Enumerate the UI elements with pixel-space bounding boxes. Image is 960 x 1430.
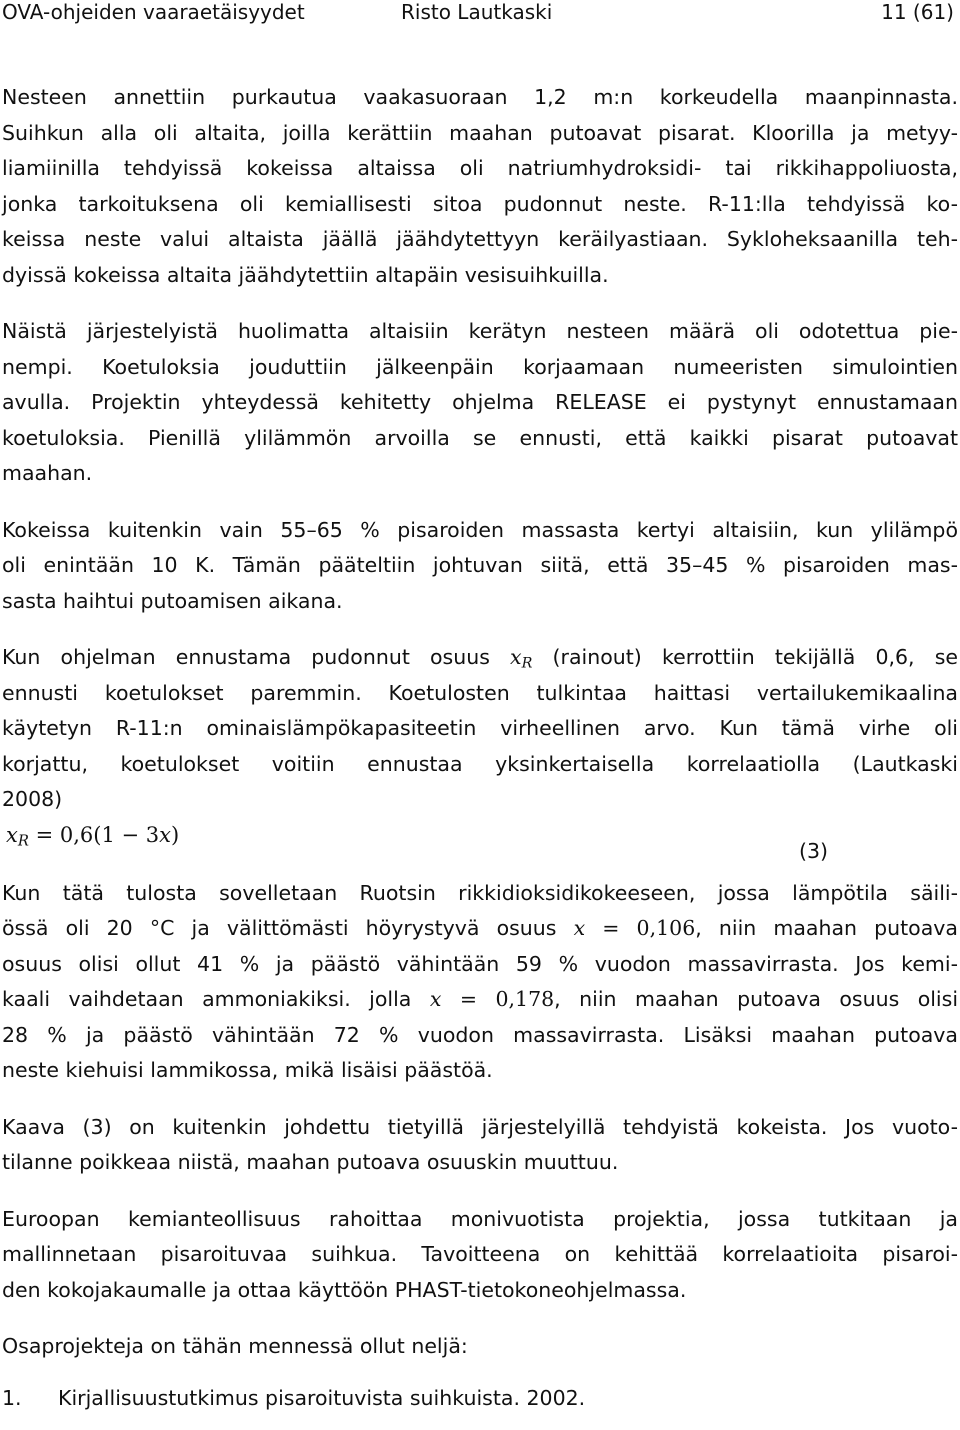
math-variable: x [510,645,522,669]
text-line: Nesteen annettiin purkautua vaakasuoraan 1,2 m:n korkeudella maanpinnasta. [2,85,958,109]
page-header [2,0,954,24]
equation-number: (3) [799,838,829,863]
text-line: korjattu, koetulokset voitiin ennustaa yksinkertaisella korrelaatiolla (Lautkaski [2,751,958,776]
math-subscript: R [17,832,29,850]
list-item [2,1381,958,1417]
text-line: nempi. Koetuloksia jouduttiin jälkeenpäin korjaamaan numeeristen simulointien [2,354,958,379]
paragraph-3 [2,513,958,620]
text-line: käytetyn R-11:n ominaislämpökapasiteetin virheellinen arvo. Kun tämä virhe oli [2,716,958,740]
list-item-number: 1. [2,1385,22,1410]
text-fragment: , niin maahan putoava osuus olisi [554,987,959,1011]
text-line: neste kiehuisi lammikossa, mikä lisäisi päästöä. [2,1058,493,1082]
text-line: tilanne poikkeaa niistä, maahan putoava osuuskin muuttuu. [2,1150,619,1174]
text-line: Euroopan kemianteollisuus rahoittaa monivuotista projektia, jossa tutkitaan ja [2,1206,958,1231]
paragraph-8 [2,1329,958,1365]
equation-3 [2,822,958,872]
math-variable: x [159,822,171,847]
math-variable: x [573,916,586,940]
text-line: koetuloksia. Pienillä ylilämmön arvoilla se ennusti, että kaikki pisarat putoavat [2,425,958,450]
text-line [2,640,958,676]
text-fragment: össä oli 20 °C ja välittömästi höyrystyvä osuus [2,916,574,940]
header-document-title: OVA-ohjeiden vaaraetäisyydet [2,0,305,24]
text-line: Suihkun alla oli altaita, joilla kerättiin maahan putoavat pisarat. Kloorilla ja metyy- [2,120,958,145]
text-line: Näistä järjestelyistä huolimatta altaisiin kerätyn nesteen määrä oli odotettua pie- [2,319,958,343]
math-variable: x [6,822,18,847]
paragraph-6 [2,1110,958,1181]
text-line: maahan. [2,461,93,485]
header-page-number: 11 (61) [881,0,954,24]
text-line: 28 % ja päästö vähintään 72 % vuodon massavirrasta. Lisäksi maahan putoava [2,1022,958,1047]
text-line: Kun tätä tulosta sovelletaan Ruotsin rikkidioksidikokeeseen, jossa lämpötila säili- [2,880,958,905]
list-item-text: Kirjallisuustutkimus pisaroituvista suihkuista. 2002. [58,1385,586,1410]
text-line: jonka tarkoituksena oli kemiallisesti sitoa pudonnut neste. R-11:lla tehdyissä ko- [2,191,958,216]
numbered-list [2,1381,958,1417]
text-line [2,982,958,1018]
paragraph-2 [2,314,958,492]
math-expression: ) [170,822,180,847]
text-line [2,911,958,947]
text-line: osuus olisi ollut 41 % ja päästö vähintään 59 % vuodon massavirrasta. Jos kemi- [2,951,958,976]
paragraph-7 [2,1202,958,1309]
text-line: keissa neste valui altaista jäällä jäähdytettyyn keräilyastiaan. Sykloheksaanilla teh- [2,227,958,251]
text-line: avulla. Projektin yhteydessä kehitetty ohjelma RELEASE ei pystynyt ennustamaan [2,390,958,414]
text-fragment: kaali vaihdetaan ammoniakiksi. jolla [2,987,430,1011]
math-subscript: R [521,655,533,672]
text-fragment: (rainout) kerrottiin tekijällä 0,6, se [532,645,959,669]
math-variable: x [429,987,442,1011]
math-expression: = 0,106 [585,916,696,940]
text-line: den kokojakaumalle ja ottaa käyttöön PHAST-tietokoneohjelmassa. [2,1277,687,1302]
header-author: Risto Lautkaski [401,0,553,24]
text-line: oli enintään 10 K. Tämän pääteltiin johtuvan siitä, että 35–45 % pisaroiden mas- [2,553,958,577]
text-line: sasta haihtui putoamisen aikana. [2,588,343,613]
text-fragment: Kun ohjelman ennustama pudonnut osuus [2,645,511,669]
paragraph-5 [2,876,958,1089]
math-expression: = 0,6(1 − 3 [28,822,160,847]
text-line: Kaava (3) on kuitenkin johdettu tietyillä järjestelyillä tehdyistä kokeista. Jos vuoto- [2,1114,958,1139]
math-expression: = 0,178 [441,987,555,1011]
text-line: 2008) [2,787,63,811]
document-body [2,80,958,1416]
text-line: Osaprojekteja on tähän mennessä ollut neljä: [2,1334,468,1358]
text-line: mallinnetaan pisaroituvaa suihkua. Tavoitteena on kehittää korrelaatioita pisaroi- [2,1242,958,1266]
equation-formula [6,818,179,854]
text-fragment: , niin maahan putoava [695,916,958,940]
paragraph-4 [2,640,958,818]
text-line: liamiinilla tehdyissä kokeissa altaissa oli natriumhydroksidi- tai rikkihappoliuosta, [2,156,958,180]
paragraph-1 [2,80,958,293]
text-line: ennusti koetulokset paremmin. Koetulosten tulkintaa haittasi vertailukemikaalina [2,680,958,705]
text-line: dyissä kokeissa altaita jäähdytettiin altapäin vesisuihkuilla. [2,262,609,287]
text-line: Kokeissa kuitenkin vain 55–65 % pisaroiden massasta kertyi altaisiin, kun ylilämpö [2,517,958,542]
